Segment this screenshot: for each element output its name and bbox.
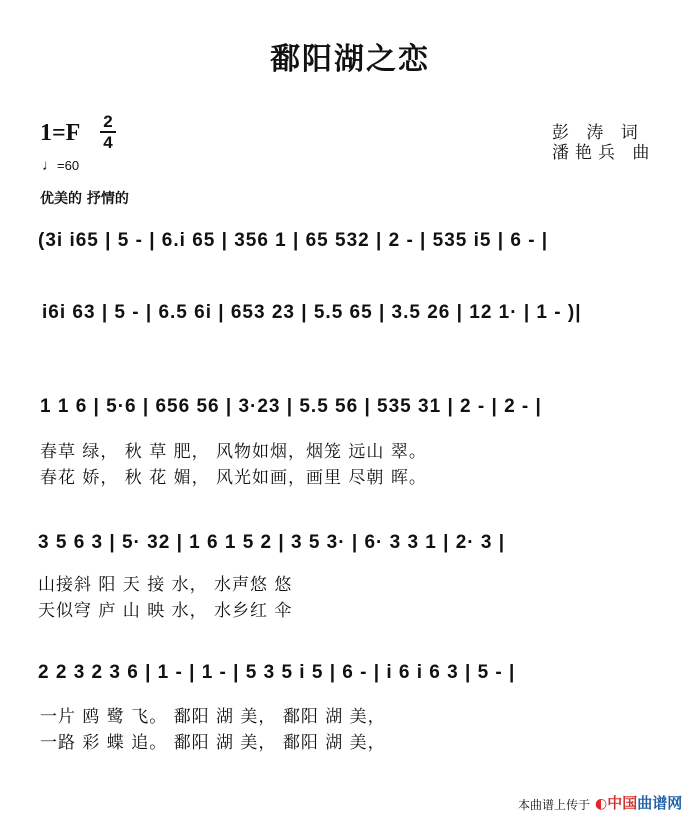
expression-mark: 优美的 抒情的	[40, 191, 129, 207]
page-title: 鄱阳湖之恋	[270, 42, 430, 77]
lyricist-credit: 彭 涛 词	[552, 123, 644, 143]
notation-line-5: 2 2 3 2 3 6 | 1 - | 1 - | 5 3 5 i 5 | 6 - | i 6 i 6 3 | 5 - |	[38, 662, 516, 683]
logo-icon: ◐	[595, 796, 608, 812]
lyric-verse-2: 天似穹 庐 山 映 水， 水乡红 伞	[38, 601, 293, 621]
tempo-mark	[42, 157, 79, 174]
notation-line-2: i6i 63 | 5 - | 6.5 6i | 653 23 | 5.5 65 | 3.5 26 | 12 1· | 1 - )|	[42, 302, 582, 323]
notation-line-1: (3i i65 | 5 - | 6.i 65 | 356 1 | 65 532 | 2 - | 535 i5 | 6 - |	[38, 230, 549, 251]
lyric-verse-2: 一路 彩 蝶 追。 鄱阳 湖 美， 鄱阳 湖 美，	[40, 733, 386, 753]
tempo-value: =60	[57, 158, 80, 173]
time-signature	[100, 112, 116, 152]
meter-top: 2	[100, 112, 116, 133]
logo-text-cn: 中国	[607, 794, 638, 812]
meter-bottom: 4	[103, 133, 113, 152]
lyric-verse-2: 春花 娇， 秋 花 媚， 风光如画，画里 尽朝 晖。	[40, 468, 427, 488]
logo-text-site: 曲谱网	[637, 794, 683, 812]
upload-notice: 本曲谱上传于	[517, 798, 590, 812]
site-logo[interactable]	[595, 792, 682, 813]
lyric-verse-1: 一片 鸥 鹭 飞。 鄱阳 湖 美， 鄱阳 湖 美，	[40, 707, 386, 727]
key-signature: 1=F	[40, 120, 81, 146]
lyric-verse-1: 山接斜 阳 天 接 水， 水声悠 悠	[38, 575, 293, 595]
notation-line-4: 3 5 6 3 | 5· 32 | 1 6 1 5 2 | 3 5 3· | 6· 3 3 1 | 2· 3 |	[38, 532, 506, 553]
quarter-note-icon: ♩	[42, 157, 57, 174]
notation-line-3: 1 1 6 | 5·6 | 656 56 | 3·23 | 5.5 56 | 535 31 | 2 - | 2 - |	[40, 396, 542, 417]
lyric-verse-1: 春草 绿， 秋 草 肥， 风物如烟，烟笼 远山 翠。	[40, 442, 427, 462]
composer-credit: 潘艳兵 曲	[552, 143, 656, 163]
